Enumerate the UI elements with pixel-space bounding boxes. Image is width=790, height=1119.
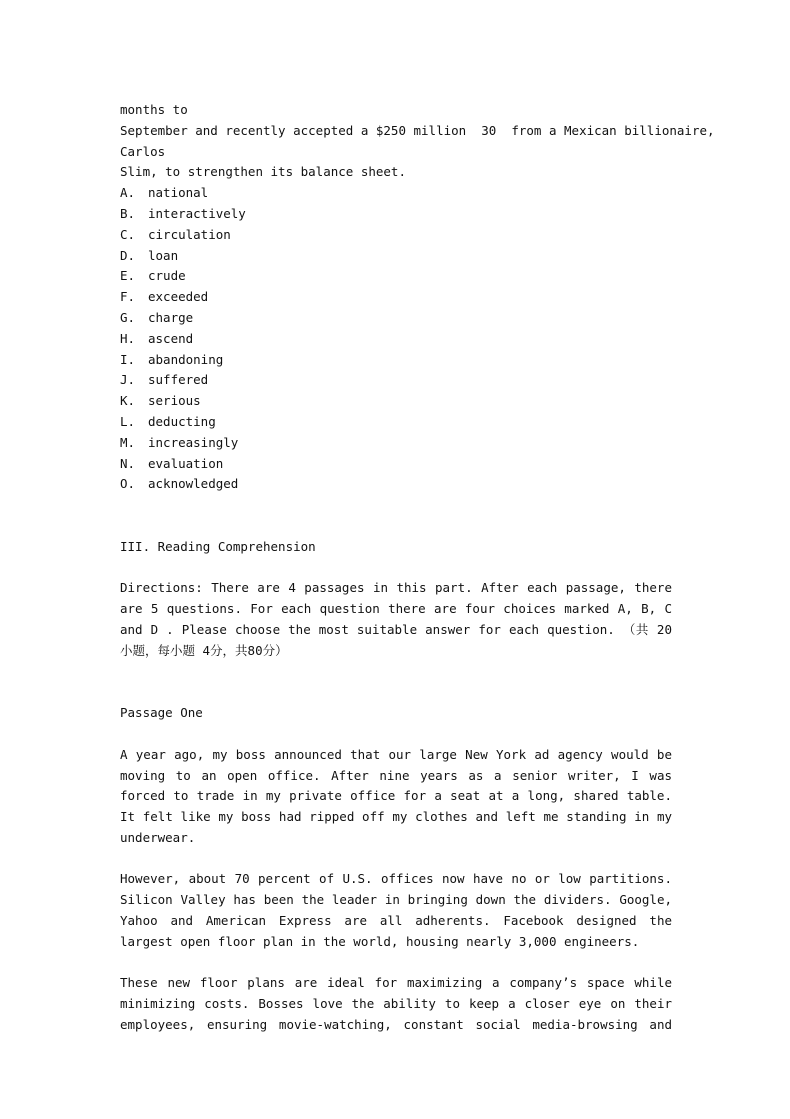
option-letter: A. <box>120 185 136 201</box>
passage-paragraph: However, about 70 percent of U.S. offices now have no or low partitions. Silicon Valley has been the leader in bringing down the dividers. Google, Yahoo and American Express are all adherents. Facebook designed the largest open floor plan in the world, housing nearly 3,000 engineers. <box>120 871 672 949</box>
option-letter: G. <box>120 309 136 325</box>
option-item <box>120 474 672 495</box>
cloze-passage-tail <box>120 100 715 183</box>
document-page <box>120 100 715 1036</box>
option-word: interactively <box>148 205 246 221</box>
passage-title: Passage One <box>120 705 203 721</box>
option-letter: B. <box>120 205 136 221</box>
option-word: national <box>148 185 209 201</box>
option-item <box>120 433 672 454</box>
option-word: ascend <box>148 330 194 346</box>
option-item <box>120 370 672 391</box>
option-word: deducting <box>148 413 216 429</box>
passage-paragraph: A year ago, my boss announced that our large New York ad agency would be moving to an open office. After nine years as a senior writer, I was forced to trade in my private office for a seat at a long, shared table. It felt like my boss had ripped off my clothes and left me standing in my underwear. <box>120 746 672 845</box>
passage-paragraph: These new floor plans are ideal for maximizing a company’s space while minimizing costs. Bosses love the ability to keep a closer eye on their employees, ensuring movie-watching, constant social media-browsing and <box>120 975 672 1033</box>
option-word: crude <box>148 268 186 284</box>
option-letter: H. <box>120 330 136 346</box>
option-letter: N. <box>120 455 136 471</box>
option-item <box>120 183 672 204</box>
option-letter: J. <box>120 372 136 388</box>
option-letter: K. <box>120 393 136 409</box>
word-bank <box>120 183 672 495</box>
option-item <box>120 225 672 246</box>
option-item <box>120 391 672 412</box>
directions-paragraph: Directions: There are 4 passages in this part. After each passage, there are 5 questions. For each question there are four choices marked A, B, C and D . Please choose the most suitable answer for each question. （共 20 小题，每小题 4分，共80分） <box>120 580 672 658</box>
option-item <box>120 454 672 475</box>
option-item <box>120 350 672 371</box>
option-word: circulation <box>148 226 231 242</box>
section-heading: III. Reading Comprehension <box>120 538 316 554</box>
option-item <box>120 246 672 267</box>
option-letter: F. <box>120 289 136 305</box>
option-item <box>120 412 672 433</box>
option-letter: I. <box>120 351 136 367</box>
option-word: abandoning <box>148 351 224 367</box>
text-line: months to <box>120 102 188 117</box>
option-word: loan <box>148 247 179 263</box>
option-word: serious <box>148 393 201 409</box>
text-line: Slim, to strengthen its balance sheet. <box>120 164 406 180</box>
option-item <box>120 329 672 350</box>
option-letter: E. <box>120 268 136 284</box>
option-word: exceeded <box>148 289 209 305</box>
option-letter: M. <box>120 434 136 450</box>
option-word: suffered <box>148 372 209 388</box>
option-word: increasingly <box>148 434 239 450</box>
option-item <box>120 204 672 225</box>
option-item <box>120 308 672 329</box>
option-letter: D. <box>120 247 136 263</box>
option-letter: O. <box>120 476 136 492</box>
option-letter: L. <box>120 413 136 429</box>
option-word: charge <box>148 309 194 325</box>
option-letter: C. <box>120 226 136 242</box>
option-item <box>120 266 672 287</box>
option-word: acknowledged <box>148 476 239 492</box>
text-line: Carlos <box>120 143 166 159</box>
option-item <box>120 287 672 308</box>
text-line: September and recently accepted a $250 million 30 from a Mexican billionaire, <box>120 122 715 138</box>
option-word: evaluation <box>148 455 224 471</box>
